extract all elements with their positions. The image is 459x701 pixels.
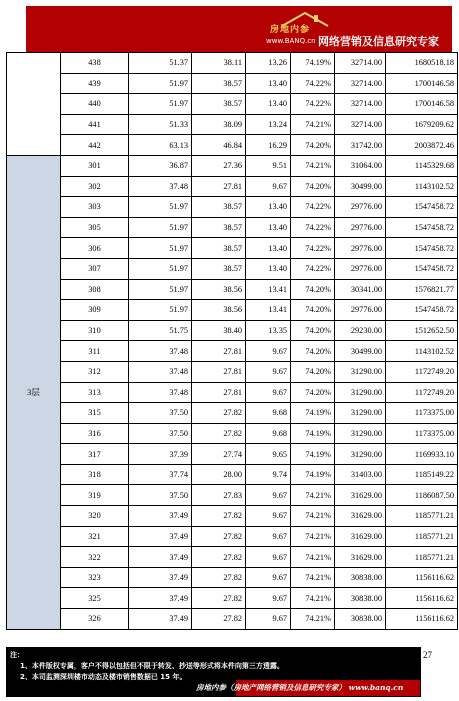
inner-area-cell: 46.84 [192, 135, 246, 156]
room-number-cell: 307 [61, 258, 129, 279]
room-number-cell: 326 [61, 609, 129, 630]
shared-area-cell: 9.67 [246, 609, 291, 630]
table-row [7, 382, 458, 403]
shared-area-cell: 9.68 [246, 423, 291, 444]
total-price-cell: 1156116.62 [386, 567, 458, 588]
total-price-cell: 1173375.00 [386, 403, 458, 424]
inner-area-cell: 27.82 [192, 403, 246, 424]
efficiency-ratio-cell: 74.22% [291, 258, 335, 279]
building-area-cell: 51.97 [129, 94, 192, 115]
shared-area-cell: 9.67 [246, 588, 291, 609]
total-price-cell: 2003872.46 [386, 135, 458, 156]
room-number-cell: 325 [61, 588, 129, 609]
total-price-cell: 1700146.58 [386, 73, 458, 94]
unit-price-cell: 31290.00 [335, 403, 386, 424]
table-row [7, 238, 458, 259]
unit-price-cell: 31629.00 [335, 506, 386, 527]
inner-area-cell: 27.82 [192, 506, 246, 527]
table-row [7, 609, 458, 630]
room-number-cell: 321 [61, 526, 129, 547]
building-area-cell: 37.49 [129, 567, 192, 588]
shared-area-cell: 13.26 [246, 53, 291, 74]
efficiency-ratio-cell: 74.22% [291, 197, 335, 218]
table-row [7, 423, 458, 444]
note-title: 注： [10, 651, 24, 659]
building-area-cell: 51.97 [129, 73, 192, 94]
total-price-cell: 1169933.10 [386, 444, 458, 465]
efficiency-ratio-cell: 74.20% [291, 361, 335, 382]
shared-area-cell: 13.40 [246, 258, 291, 279]
room-number-cell: 315 [61, 403, 129, 424]
unit-price-cell: 32714.00 [335, 53, 386, 74]
inner-area-cell: 38.40 [192, 320, 246, 341]
building-area-cell: 37.50 [129, 485, 192, 506]
efficiency-ratio-cell: 74.22% [291, 238, 335, 259]
unit-price-cell: 29776.00 [335, 197, 386, 218]
shared-area-cell: 9.67 [246, 176, 291, 197]
inner-area-cell: 27.74 [192, 444, 246, 465]
efficiency-ratio-cell: 74.20% [291, 382, 335, 403]
unit-price-cell: 32714.00 [335, 114, 386, 135]
unit-price-cell: 32714.00 [335, 73, 386, 94]
unit-price-cell: 31064.00 [335, 155, 386, 176]
unit-price-cell: 31290.00 [335, 361, 386, 382]
room-number-cell: 302 [61, 176, 129, 197]
unit-price-cell: 31629.00 [335, 526, 386, 547]
table-row [7, 567, 458, 588]
inner-area-cell: 38.56 [192, 279, 246, 300]
building-area-cell: 51.97 [129, 300, 192, 321]
building-area-cell: 51.97 [129, 217, 192, 238]
building-area-cell: 51.75 [129, 320, 192, 341]
inner-area-cell: 27.81 [192, 382, 246, 403]
total-price-cell: 1547458.72 [386, 217, 458, 238]
shared-area-cell: 13.40 [246, 238, 291, 259]
total-price-cell: 1700146.58 [386, 94, 458, 115]
room-number-cell: 313 [61, 382, 129, 403]
shared-area-cell: 9.65 [246, 444, 291, 465]
building-area-cell: 51.97 [129, 279, 192, 300]
header-banner [26, 6, 452, 52]
room-number-cell: 323 [61, 567, 129, 588]
building-area-cell: 37.48 [129, 341, 192, 362]
sales-table [6, 52, 458, 630]
unit-price-cell: 31403.00 [335, 464, 386, 485]
inner-area-cell: 38.56 [192, 300, 246, 321]
room-number-cell: 439 [61, 73, 129, 94]
shared-area-cell: 9.68 [246, 403, 291, 424]
building-area-cell: 37.50 [129, 403, 192, 424]
inner-area-cell: 38.57 [192, 217, 246, 238]
floor-cell-blank [7, 53, 61, 156]
table-row [7, 341, 458, 362]
total-price-cell: 1185771.21 [386, 547, 458, 568]
room-number-cell: 319 [61, 485, 129, 506]
shared-area-cell: 13.41 [246, 279, 291, 300]
efficiency-ratio-cell: 74.20% [291, 300, 335, 321]
inner-area-cell: 38.57 [192, 73, 246, 94]
total-price-cell: 1186087.50 [386, 485, 458, 506]
efficiency-ratio-cell: 74.21% [291, 588, 335, 609]
unit-price-cell: 31629.00 [335, 485, 386, 506]
unit-price-cell: 29230.00 [335, 320, 386, 341]
shared-area-cell: 9.67 [246, 485, 291, 506]
shared-area-cell: 9.67 [246, 547, 291, 568]
building-area-cell: 36.87 [129, 155, 192, 176]
total-price-cell: 1156116.62 [386, 588, 458, 609]
efficiency-ratio-cell: 74.20% [291, 176, 335, 197]
table-row [7, 94, 458, 115]
unit-price-cell: 29776.00 [335, 300, 386, 321]
unit-price-cell: 30838.00 [335, 609, 386, 630]
building-area-cell: 37.48 [129, 382, 192, 403]
building-area-cell: 51.97 [129, 238, 192, 259]
inner-area-cell: 38.09 [192, 114, 246, 135]
efficiency-ratio-cell: 74.22% [291, 73, 335, 94]
shared-area-cell: 13.40 [246, 94, 291, 115]
table-row [7, 361, 458, 382]
table-row [7, 526, 458, 547]
unit-price-cell: 31290.00 [335, 444, 386, 465]
table-row [7, 135, 458, 156]
shared-area-cell: 9.67 [246, 567, 291, 588]
table-row [7, 258, 458, 279]
inner-area-cell: 38.11 [192, 53, 246, 74]
building-area-cell: 37.48 [129, 361, 192, 382]
unit-price-cell: 31290.00 [335, 423, 386, 444]
table-row [7, 320, 458, 341]
efficiency-ratio-cell: 74.21% [291, 526, 335, 547]
building-area-cell: 37.49 [129, 588, 192, 609]
room-number-cell: 440 [61, 94, 129, 115]
efficiency-ratio-cell: 74.20% [291, 341, 335, 362]
total-price-cell: 1145329.68 [386, 155, 458, 176]
building-area-cell: 37.50 [129, 423, 192, 444]
shared-area-cell: 16.29 [246, 135, 291, 156]
total-price-cell: 1512652.50 [386, 320, 458, 341]
unit-price-cell: 30341.00 [335, 279, 386, 300]
unit-price-cell: 30499.00 [335, 341, 386, 362]
note-2: 2、本司监测深圳楼市动态及楼市销售数据已 15 年。 [20, 673, 187, 681]
total-price-cell: 1680518.18 [386, 53, 458, 74]
room-number-cell: 309 [61, 300, 129, 321]
shared-area-cell: 9.67 [246, 361, 291, 382]
unit-price-cell: 32714.00 [335, 94, 386, 115]
inner-area-cell: 27.36 [192, 155, 246, 176]
note-1: 1、本件版权专属，客户不得以包括但不限于转发、抄送等形式将本件向第三方透露。 [20, 662, 284, 670]
inner-area-cell: 27.82 [192, 423, 246, 444]
table-row [7, 176, 458, 197]
inner-area-cell: 27.81 [192, 341, 246, 362]
total-price-cell: 1547458.72 [386, 238, 458, 259]
efficiency-ratio-cell: 74.21% [291, 485, 335, 506]
unit-price-cell: 30838.00 [335, 588, 386, 609]
building-area-cell: 37.49 [129, 526, 192, 547]
shared-area-cell: 9.67 [246, 526, 291, 547]
unit-price-cell: 30838.00 [335, 567, 386, 588]
building-area-cell: 37.49 [129, 547, 192, 568]
room-number-cell: 316 [61, 423, 129, 444]
total-price-cell: 1679209.62 [386, 114, 458, 135]
unit-price-cell: 31629.00 [335, 547, 386, 568]
building-area-cell: 51.33 [129, 114, 192, 135]
room-number-cell: 438 [61, 53, 129, 74]
unit-price-cell: 29776.00 [335, 238, 386, 259]
table-row [7, 73, 458, 94]
shared-area-cell: 9.67 [246, 341, 291, 362]
shared-area-cell: 13.41 [246, 300, 291, 321]
building-area-cell: 37.49 [129, 609, 192, 630]
inner-area-cell: 27.82 [192, 526, 246, 547]
efficiency-ratio-cell: 74.21% [291, 609, 335, 630]
page-number: 27 [423, 650, 432, 660]
table-row [7, 403, 458, 424]
total-price-cell: 1185149.22 [386, 464, 458, 485]
room-number-cell: 306 [61, 238, 129, 259]
inner-area-cell: 27.83 [192, 485, 246, 506]
building-area-cell: 51.37 [129, 53, 192, 74]
efficiency-ratio-cell: 74.21% [291, 547, 335, 568]
total-price-cell: 1185771.21 [386, 526, 458, 547]
table-row [7, 506, 458, 527]
room-number-cell: 317 [61, 444, 129, 465]
room-number-cell: 441 [61, 114, 129, 135]
table-row [7, 444, 458, 465]
total-price-cell: 1547458.72 [386, 258, 458, 279]
room-number-cell: 318 [61, 464, 129, 485]
banner-title: 网络营销及信息研究专家 [318, 35, 439, 48]
room-number-cell: 311 [61, 341, 129, 362]
efficiency-ratio-cell: 74.21% [291, 114, 335, 135]
efficiency-ratio-cell: 74.21% [291, 155, 335, 176]
total-price-cell: 1185771.21 [386, 506, 458, 527]
unit-price-cell: 31290.00 [335, 382, 386, 403]
table-row [7, 588, 458, 609]
total-price-cell: 1172749.20 [386, 382, 458, 403]
shared-area-cell: 9.67 [246, 506, 291, 527]
efficiency-ratio-cell: 74.21% [291, 567, 335, 588]
shared-area-cell: 9.67 [246, 382, 291, 403]
efficiency-ratio-cell: 74.21% [291, 506, 335, 527]
inner-area-cell: 28.00 [192, 464, 246, 485]
unit-price-cell: 30499.00 [335, 176, 386, 197]
table-row [7, 485, 458, 506]
table-row [7, 114, 458, 135]
total-price-cell: 1576821.77 [386, 279, 458, 300]
table-row [7, 547, 458, 568]
building-area-cell: 51.97 [129, 197, 192, 218]
efficiency-ratio-cell: 74.19% [291, 464, 335, 485]
table-row [7, 279, 458, 300]
building-area-cell: 63.13 [129, 135, 192, 156]
efficiency-ratio-cell: 74.19% [291, 444, 335, 465]
room-number-cell: 305 [61, 217, 129, 238]
room-number-cell: 310 [61, 320, 129, 341]
inner-area-cell: 38.57 [192, 197, 246, 218]
table-row [7, 464, 458, 485]
shared-area-cell: 9.74 [246, 464, 291, 485]
inner-area-cell: 38.57 [192, 238, 246, 259]
table-row [7, 300, 458, 321]
building-area-cell: 37.39 [129, 444, 192, 465]
shared-area-cell: 13.35 [246, 320, 291, 341]
total-price-cell: 1143102.52 [386, 341, 458, 362]
footer-tagline: 房地内参（房地产网络营销及信息研究专家） www.banq.cn [196, 683, 404, 692]
logo-url: www.BANQ.cn [266, 37, 316, 45]
inner-area-cell: 38.57 [192, 258, 246, 279]
total-price-cell: 1547458.72 [386, 197, 458, 218]
footer-notes [10, 650, 284, 683]
shared-area-cell: 13.40 [246, 217, 291, 238]
inner-area-cell: 27.81 [192, 176, 246, 197]
efficiency-ratio-cell: 74.19% [291, 53, 335, 74]
room-number-cell: 301 [61, 155, 129, 176]
room-number-cell: 320 [61, 506, 129, 527]
building-area-cell: 51.97 [129, 258, 192, 279]
efficiency-ratio-cell: 74.20% [291, 279, 335, 300]
logo-mark: 房地内参 [270, 25, 311, 35]
inner-area-cell: 27.82 [192, 547, 246, 568]
total-price-cell: 1156116.62 [386, 609, 458, 630]
efficiency-ratio-cell: 74.19% [291, 423, 335, 444]
inner-area-cell: 27.82 [192, 567, 246, 588]
shared-area-cell: 13.24 [246, 114, 291, 135]
inner-area-cell: 27.81 [192, 361, 246, 382]
total-price-cell: 1143102.52 [386, 176, 458, 197]
room-number-cell: 312 [61, 361, 129, 382]
inner-area-cell: 38.57 [192, 94, 246, 115]
unit-price-cell: 31742.00 [335, 135, 386, 156]
building-area-cell: 37.49 [129, 506, 192, 527]
shared-area-cell: 9.51 [246, 155, 291, 176]
shared-area-cell: 13.40 [246, 197, 291, 218]
inner-area-cell: 27.82 [192, 588, 246, 609]
total-price-cell: 1547458.72 [386, 300, 458, 321]
room-number-cell: 322 [61, 547, 129, 568]
table-row [7, 53, 458, 74]
total-price-cell: 1173375.00 [386, 423, 458, 444]
building-area-cell: 37.74 [129, 464, 192, 485]
table-row [7, 155, 458, 176]
total-price-cell: 1172749.20 [386, 361, 458, 382]
shared-area-cell: 13.40 [246, 73, 291, 94]
room-number-cell: 303 [61, 197, 129, 218]
efficiency-ratio-cell: 74.22% [291, 217, 335, 238]
efficiency-ratio-cell: 74.20% [291, 320, 335, 341]
inner-area-cell: 27.82 [192, 609, 246, 630]
efficiency-ratio-cell: 74.20% [291, 135, 335, 156]
table-row [7, 217, 458, 238]
efficiency-ratio-cell: 74.19% [291, 403, 335, 424]
efficiency-ratio-cell: 74.22% [291, 94, 335, 115]
room-number-cell: 442 [61, 135, 129, 156]
unit-price-cell: 29776.00 [335, 258, 386, 279]
table-row [7, 197, 458, 218]
building-area-cell: 37.48 [129, 176, 192, 197]
room-number-cell: 308 [61, 279, 129, 300]
floor-label-cell: 3层 [7, 155, 61, 629]
unit-price-cell: 29776.00 [335, 217, 386, 238]
